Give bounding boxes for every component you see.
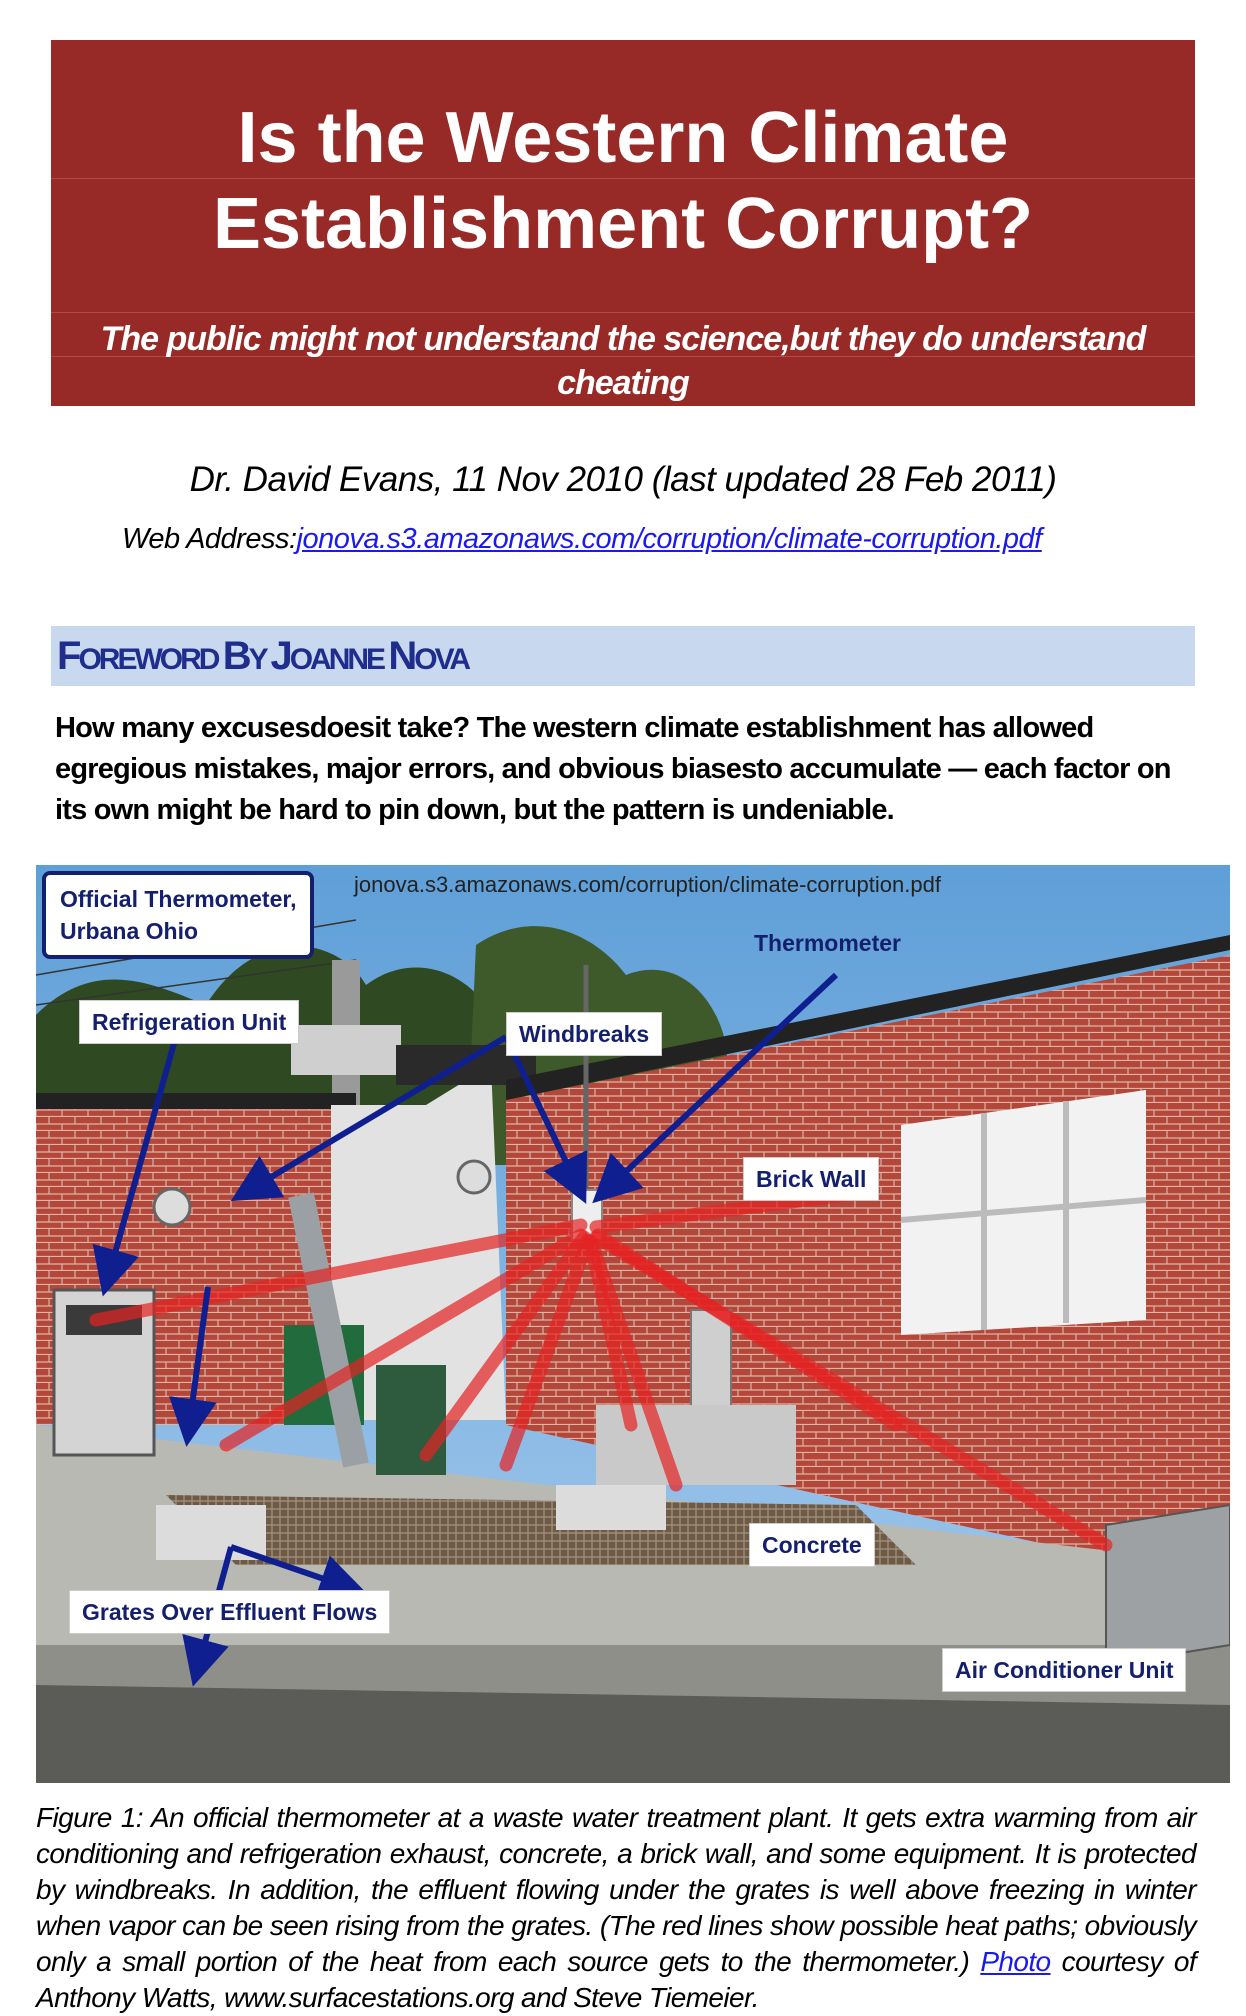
label-windbreaks: Windbreaks bbox=[506, 1012, 662, 1056]
page-title-line1: Is the Western Climate bbox=[237, 98, 1009, 178]
photo-url-watermark: jonova.s3.amazonaws.com/corruption/climate-corruption.pdf bbox=[354, 872, 941, 897]
label-concrete: Concrete bbox=[749, 1523, 875, 1567]
thermometer-site-photo bbox=[36, 865, 1230, 1783]
label-grates: Grates Over Effluent Flows bbox=[69, 1590, 390, 1634]
banner-rule bbox=[51, 178, 1195, 179]
banner-rule bbox=[51, 312, 1195, 313]
heading-small: Y bbox=[248, 643, 271, 676]
photo-link[interactable]: Photo bbox=[980, 1946, 1051, 1977]
caption-credit: courtesy of Anthony Watts, www.surfacestations.org and Steve Tiemeier. bbox=[36, 1946, 1197, 2013]
label-official-line2: Urbana Ohio bbox=[60, 918, 199, 944]
label-official-line1: Official Thermometer, bbox=[60, 886, 297, 912]
label-thermometer: Thermometer bbox=[754, 930, 901, 956]
rooftop-unit bbox=[291, 1025, 401, 1075]
wall-vent bbox=[458, 1161, 490, 1193]
subtitle-line1: The public might not understand the science,but they do understand bbox=[100, 320, 1146, 358]
subtitle-line2: cheating bbox=[557, 364, 689, 402]
foreword-heading bbox=[57, 634, 468, 682]
equipment bbox=[376, 1365, 446, 1475]
label-brick-wall: Brick Wall bbox=[743, 1157, 879, 1201]
web-address bbox=[122, 520, 1042, 558]
heading-small: OVA bbox=[414, 643, 469, 676]
heading-small: OANNE bbox=[289, 643, 389, 676]
foreword-heading-bar bbox=[51, 626, 1195, 686]
air-conditioner-unit bbox=[1106, 1505, 1230, 1665]
heading-cap: B bbox=[222, 634, 249, 678]
caption-text: Figure 1: An official thermometer at a waste water treatment plant. It gets extra warming from air conditioning and refrigeration exhaust, concrete, a brick wall, and some equipment. It is protected by windbreaks. In addition, the effluent flowing under the grates is well above freezing in winter when vapor can be seen rising from the grates. (The red lines show possible heat paths; obviously only a small portion of the heat from each source gets to the thermometer.) bbox=[36, 1802, 1196, 1977]
concrete-block bbox=[556, 1485, 666, 1530]
label-air-conditioner: Air Conditioner Unit bbox=[942, 1648, 1186, 1692]
heading-cap: F bbox=[57, 634, 79, 678]
electrical-box bbox=[691, 1310, 731, 1420]
heading-cap: N bbox=[388, 634, 415, 678]
label-refrigeration-unit: Refrigeration Unit bbox=[79, 1000, 299, 1044]
byline: Dr. David Evans, 11 Nov 2010 (last updated 28 Feb 2011) bbox=[189, 460, 1057, 499]
figure-caption bbox=[36, 1800, 1196, 2016]
foreword-text: How many excusesdoesit take? The western climate establishment has allowed egregious mistakes, major errors, and obvious biasesto accumulate — each factor on its own might be hard to pin down, but the pattern is undeniable. bbox=[55, 712, 1171, 826]
web-address-link[interactable]: jonova.s3.amazonaws.com/corruption/climate-corruption.pdf bbox=[296, 523, 1042, 555]
label-official-thermometer bbox=[42, 871, 314, 959]
heading-cap: J bbox=[270, 634, 290, 678]
wall-vent bbox=[154, 1189, 190, 1225]
web-address-label: Web Address: bbox=[122, 523, 297, 555]
title-banner bbox=[51, 40, 1195, 406]
roof-edge bbox=[36, 1093, 356, 1109]
page-title-line2: Establishment Corrupt? bbox=[212, 184, 1034, 264]
heading-small: OREWORD bbox=[78, 643, 223, 676]
